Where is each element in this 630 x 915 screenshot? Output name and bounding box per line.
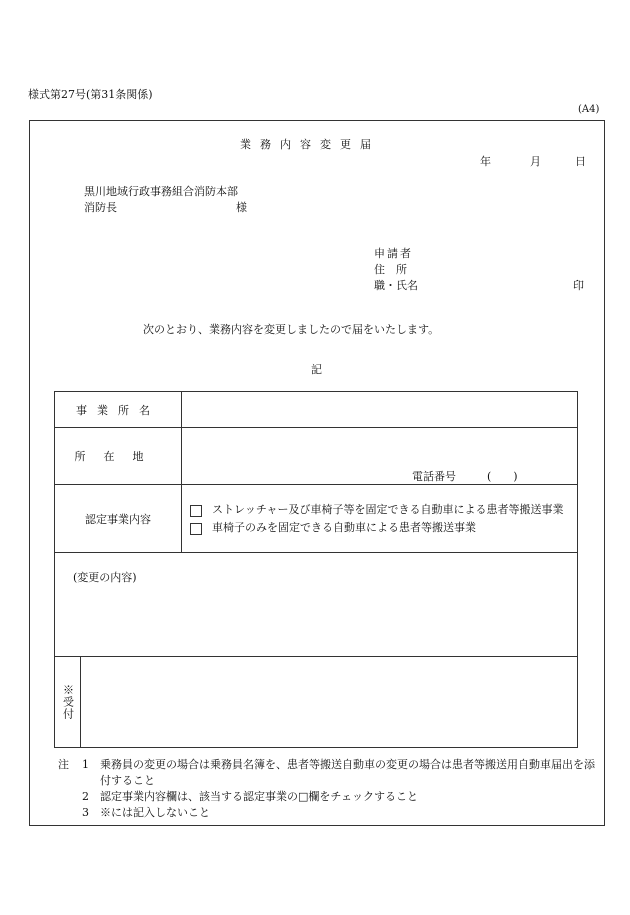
option-1-label: ストレッチャー及び車椅子等を固定できる自動車による患者等搬送事業 <box>212 502 564 516</box>
phone-parens: ( ) <box>487 470 518 483</box>
business-options <box>182 485 578 553</box>
checkbox-icon[interactable] <box>190 523 202 535</box>
table-row <box>55 392 578 428</box>
table-row <box>55 657 578 748</box>
table-row <box>55 553 578 657</box>
detail-table <box>54 391 578 748</box>
office-name-label: 事業所名 <box>76 403 160 417</box>
business-cell <box>55 485 182 553</box>
date-month: 月 <box>530 155 541 168</box>
table-row <box>55 485 578 553</box>
applicant-name-label: 職・氏名 <box>374 279 418 292</box>
date-day: 日 <box>575 155 586 168</box>
statement-text: 次のとおり、業務内容を変更しましたので届をいたします。 <box>143 323 440 336</box>
change-content-cell[interactable] <box>55 553 578 657</box>
note-number: 1 <box>82 758 89 771</box>
reception-cell <box>81 657 578 748</box>
change-content-label: (変更の内容) <box>73 571 137 584</box>
business-label: 認定事業内容 <box>85 512 151 526</box>
applicant-address: 住 所 <box>374 263 407 276</box>
office-name-value[interactable] <box>182 392 578 428</box>
note-text: 乗務員の変更の場合は乗務員名簿を、患者等搬送自動車の変更の場合は患者等搬送用自動車届出を添付すること <box>100 758 595 787</box>
note-text: ※には記入しないこと <box>100 806 210 819</box>
form-title: 業務内容変更届 <box>240 138 380 151</box>
checkbox-icon[interactable] <box>190 505 202 517</box>
note-number: 3 <box>82 806 89 819</box>
option-1[interactable] <box>190 502 573 518</box>
applicant-header: 申請者 <box>374 247 413 260</box>
location-cell <box>55 428 182 485</box>
location-label: 所在地 <box>74 450 162 463</box>
table-row <box>55 428 578 485</box>
addressee-org: 黒川地域行政事務組合消防本部 <box>84 185 238 198</box>
note-text: 認定事業内容欄は、該当する認定事業の□欄をチェックすること <box>100 790 419 803</box>
option-2[interactable] <box>190 520 573 536</box>
ki-mark: 記 <box>311 363 322 376</box>
notes-prefix: 注 <box>58 758 69 771</box>
note-item <box>58 757 603 789</box>
date-year: 年 <box>480 155 491 168</box>
addressee-honorific: 様 <box>236 201 247 214</box>
paper-size: (A4) <box>578 104 600 115</box>
note-item <box>58 789 603 805</box>
office-name-cell <box>55 392 182 428</box>
note-item <box>58 805 603 821</box>
form-number: 様式第27号(第31条関係) <box>28 88 153 101</box>
reception-label: ※受付 <box>55 657 81 748</box>
addressee-role: 消防長 <box>84 201 117 214</box>
seal-mark: 印 <box>573 279 584 292</box>
phone-label: 電話番号 <box>412 470 456 483</box>
notes <box>58 757 603 821</box>
note-number: 2 <box>82 790 89 803</box>
option-2-label: 車椅子のみを固定できる自動車による患者等搬送事業 <box>212 520 476 534</box>
location-value[interactable] <box>182 428 578 485</box>
